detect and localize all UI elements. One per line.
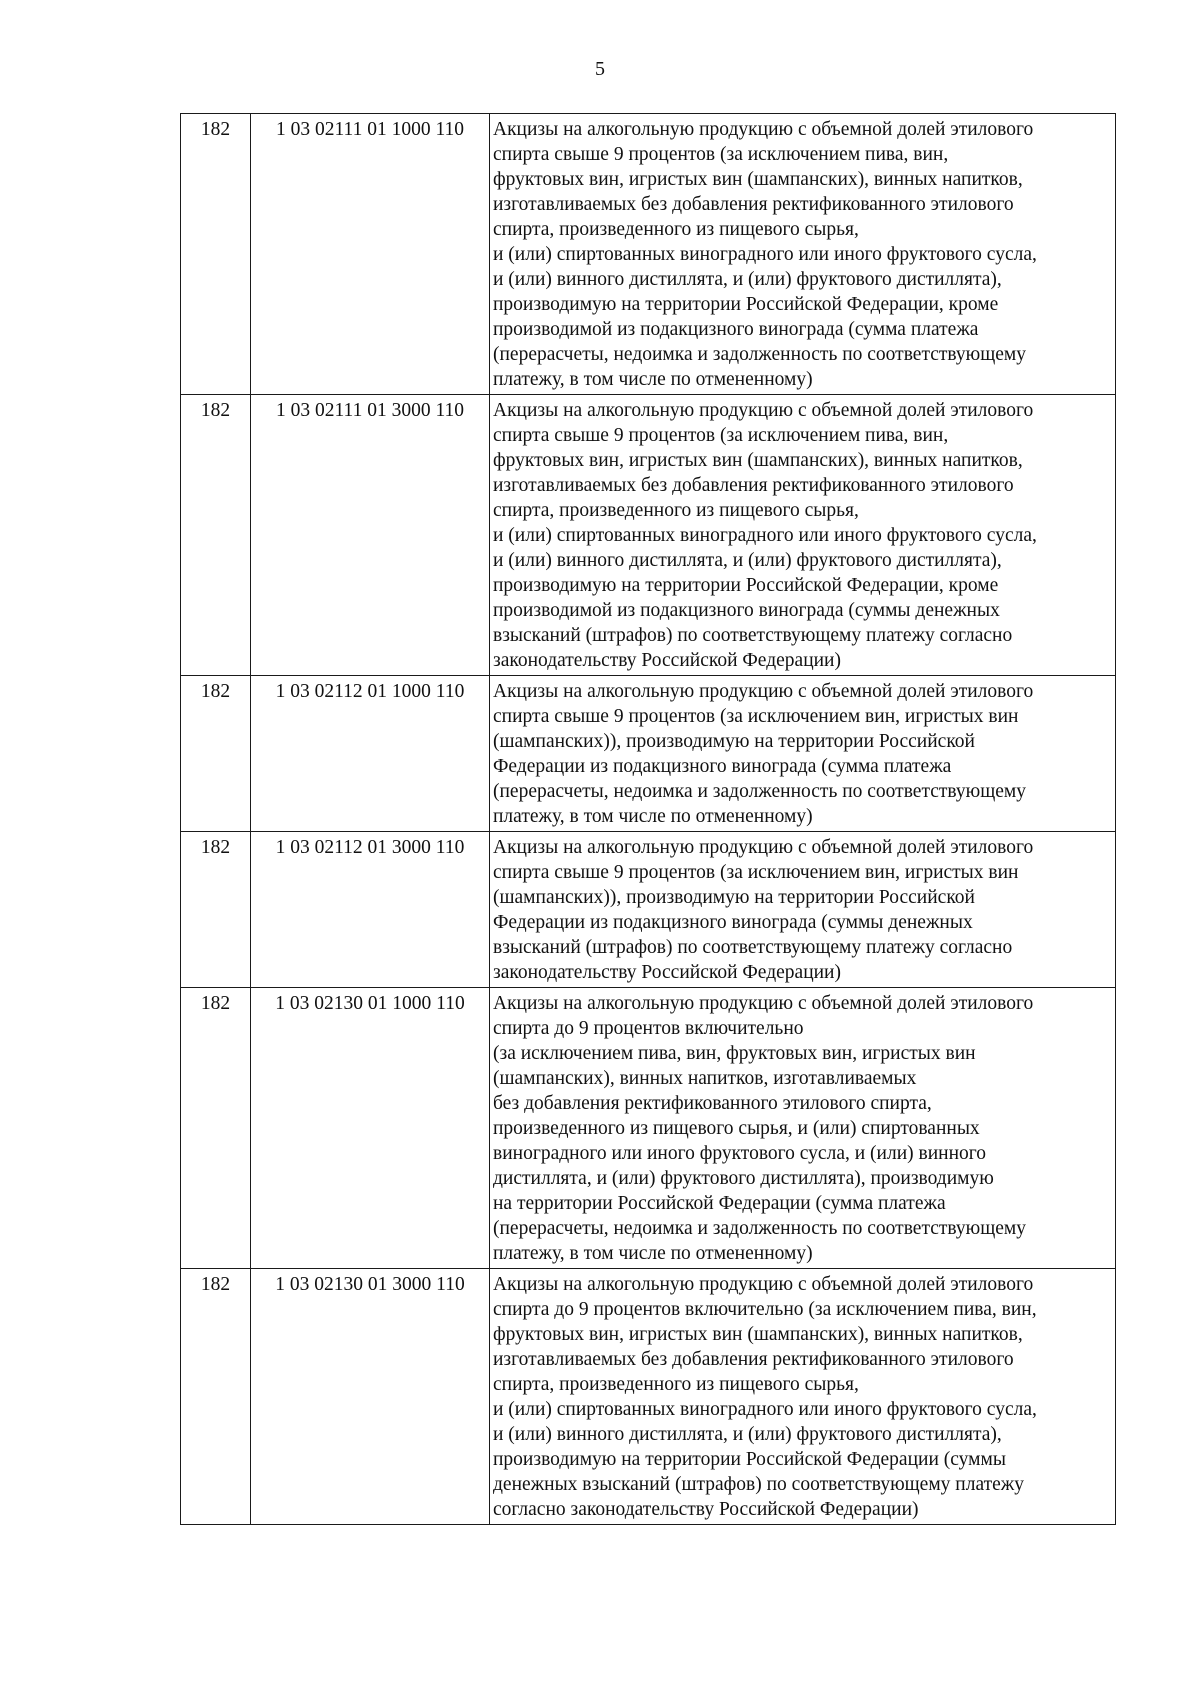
description-line: спирта до 9 процентов включительно [493,1018,804,1039]
description-line: (за исключением пива, вин, фруктовых вин, игристых вин [493,1043,976,1064]
description-line: спирта свыше 9 процентов (за исключением вин, игристых вин [493,706,1019,727]
description-line: взысканий (штрафов) по соответствующему платежу согласно [493,937,1013,958]
administrator-code-cell: 182 [181,676,251,832]
description-line: производимой из подакцизного винограда (суммы денежных [493,600,1000,621]
description-line: (перерасчеты, недоимка и задолженность по соответствующему [493,1218,1027,1239]
description-line: Акцизы на алкогольную продукцию с объемной долей этилового [493,119,1034,140]
description-line: и (или) спиртованных виноградного или иного фруктового сусла, [493,525,1037,546]
administrator-code-cell: 182 [181,114,251,395]
budget-classification-code-cell: 1 03 02111 01 1000 110 [251,114,490,395]
description-line: законодательству Российской Федерации) [493,962,841,983]
revenue-description-cell [490,395,1116,676]
description-line: производимую на территории Российской Федерации, кроме [493,575,999,596]
budget-classification-code-cell: 1 03 02111 01 3000 110 [251,395,490,676]
revenue-description-cell [490,1269,1116,1525]
budget-classification-code-cell: 1 03 02130 01 3000 110 [251,1269,490,1525]
description-line: спирта свыше 9 процентов (за исключением пива, вин, [493,425,949,446]
description-line: Акцизы на алкогольную продукцию с объемной долей этилового [493,837,1034,858]
table-row [181,395,1116,676]
description-line: произведенного из пищевого сырья, и (или) спиртованных [493,1118,980,1139]
administrator-code-cell: 182 [181,1269,251,1525]
description-line: Федерации из подакцизного винограда (суммы денежных [493,912,973,933]
description-line: и (или) винного дистиллята, и (или) фруктового дистиллята), [493,1424,1002,1445]
page-number: 5 [595,58,605,80]
description-line: изготавливаемых без добавления ректификованного этилового [493,475,1014,496]
description-line: (перерасчеты, недоимка и задолженность по соответствующему [493,781,1027,802]
description-line: и (или) винного дистиллята, и (или) фруктового дистиллята), [493,550,1002,571]
description-line: платежу, в том числе по отмененному) [493,806,813,827]
table-row [181,832,1116,988]
administrator-code-cell: 182 [181,395,251,676]
revenue-description-cell [490,114,1116,395]
table-row [181,114,1116,395]
description-line: и (или) спиртованных виноградного или иного фруктового сусла, [493,1399,1037,1420]
description-line: изготавливаемых без добавления ректификованного этилового [493,1349,1014,1370]
description-line: (шампанских)), производимую на территории Российской [493,731,975,752]
table-row [181,988,1116,1269]
description-line: спирта до 9 процентов включительно (за исключением пива, вин, [493,1299,1037,1320]
description-line: спирта, произведенного из пищевого сырья, [493,500,859,521]
description-line: денежных взысканий (штрафов) по соответствующему платежу [493,1474,1024,1495]
description-line: фруктовых вин, игристых вин (шампанских), винных напитков, [493,1324,1023,1345]
description-line: и (или) винного дистиллята, и (или) фруктового дистиллята), [493,269,1002,290]
description-line: спирта свыше 9 процентов (за исключением вин, игристых вин [493,862,1019,883]
description-line: изготавливаемых без добавления ректификованного этилового [493,194,1014,215]
description-line: спирта, произведенного из пищевого сырья, [493,1374,859,1395]
table-row [181,676,1116,832]
description-line: согласно законодательству Российской Федерации) [493,1499,919,1520]
description-line: Акцизы на алкогольную продукцию с объемной долей этилового [493,1274,1034,1295]
description-line: (шампанских), винных напитков, изготавливаемых [493,1068,917,1089]
budget-classification-code-cell: 1 03 02112 01 1000 110 [251,676,490,832]
description-line: без добавления ректификованного этилового спирта, [493,1093,932,1114]
description-line: Федерации из подакцизного винограда (сумма платежа [493,756,952,777]
description-line: производимую на территории Российской Федерации (суммы [493,1449,1006,1470]
description-line: виноградного или иного фруктового сусла, и (или) винного [493,1143,987,1164]
description-line: спирта свыше 9 процентов (за исключением пива, вин, [493,144,949,165]
description-line: законодательству Российской Федерации) [493,650,841,671]
description-line: производимую на территории Российской Федерации, кроме [493,294,999,315]
description-line: платежу, в том числе по отмененному) [493,1243,813,1264]
table-row [181,1269,1116,1525]
description-line: фруктовых вин, игристых вин (шампанских), винных напитков, [493,169,1023,190]
administrator-code-cell: 182 [181,832,251,988]
description-line: Акцизы на алкогольную продукцию с объемной долей этилового [493,400,1034,421]
budget-classification-code-cell: 1 03 02130 01 1000 110 [251,988,490,1269]
revenue-description-cell [490,832,1116,988]
description-line: (шампанских)), производимую на территории Российской [493,887,975,908]
description-line: спирта, произведенного из пищевого сырья, [493,219,859,240]
description-line: платежу, в том числе по отмененному) [493,369,813,390]
description-line: взысканий (штрафов) по соответствующему платежу согласно [493,625,1013,646]
description-line: (перерасчеты, недоимка и задолженность по соответствующему [493,344,1027,365]
description-line: производимой из подакцизного винограда (сумма платежа [493,319,979,340]
description-line: дистиллята, и (или) фруктового дистиллята), производимую [493,1168,994,1189]
administrator-code-cell: 182 [181,988,251,1269]
revenue-description-cell [490,676,1116,832]
description-line: фруктовых вин, игристых вин (шампанских), винных напитков, [493,450,1023,471]
description-line: и (или) спиртованных виноградного или иного фруктового сусла, [493,244,1037,265]
description-line: Акцизы на алкогольную продукцию с объемной долей этилового [493,681,1034,702]
description-line: на территории Российской Федерации (сумма платежа [493,1193,946,1214]
budget-classification-code-cell: 1 03 02112 01 3000 110 [251,832,490,988]
budget-codes-table [180,113,1116,1525]
revenue-description-cell [490,988,1116,1269]
description-line: Акцизы на алкогольную продукцию с объемной долей этилового [493,993,1034,1014]
table-body [181,114,1116,1525]
